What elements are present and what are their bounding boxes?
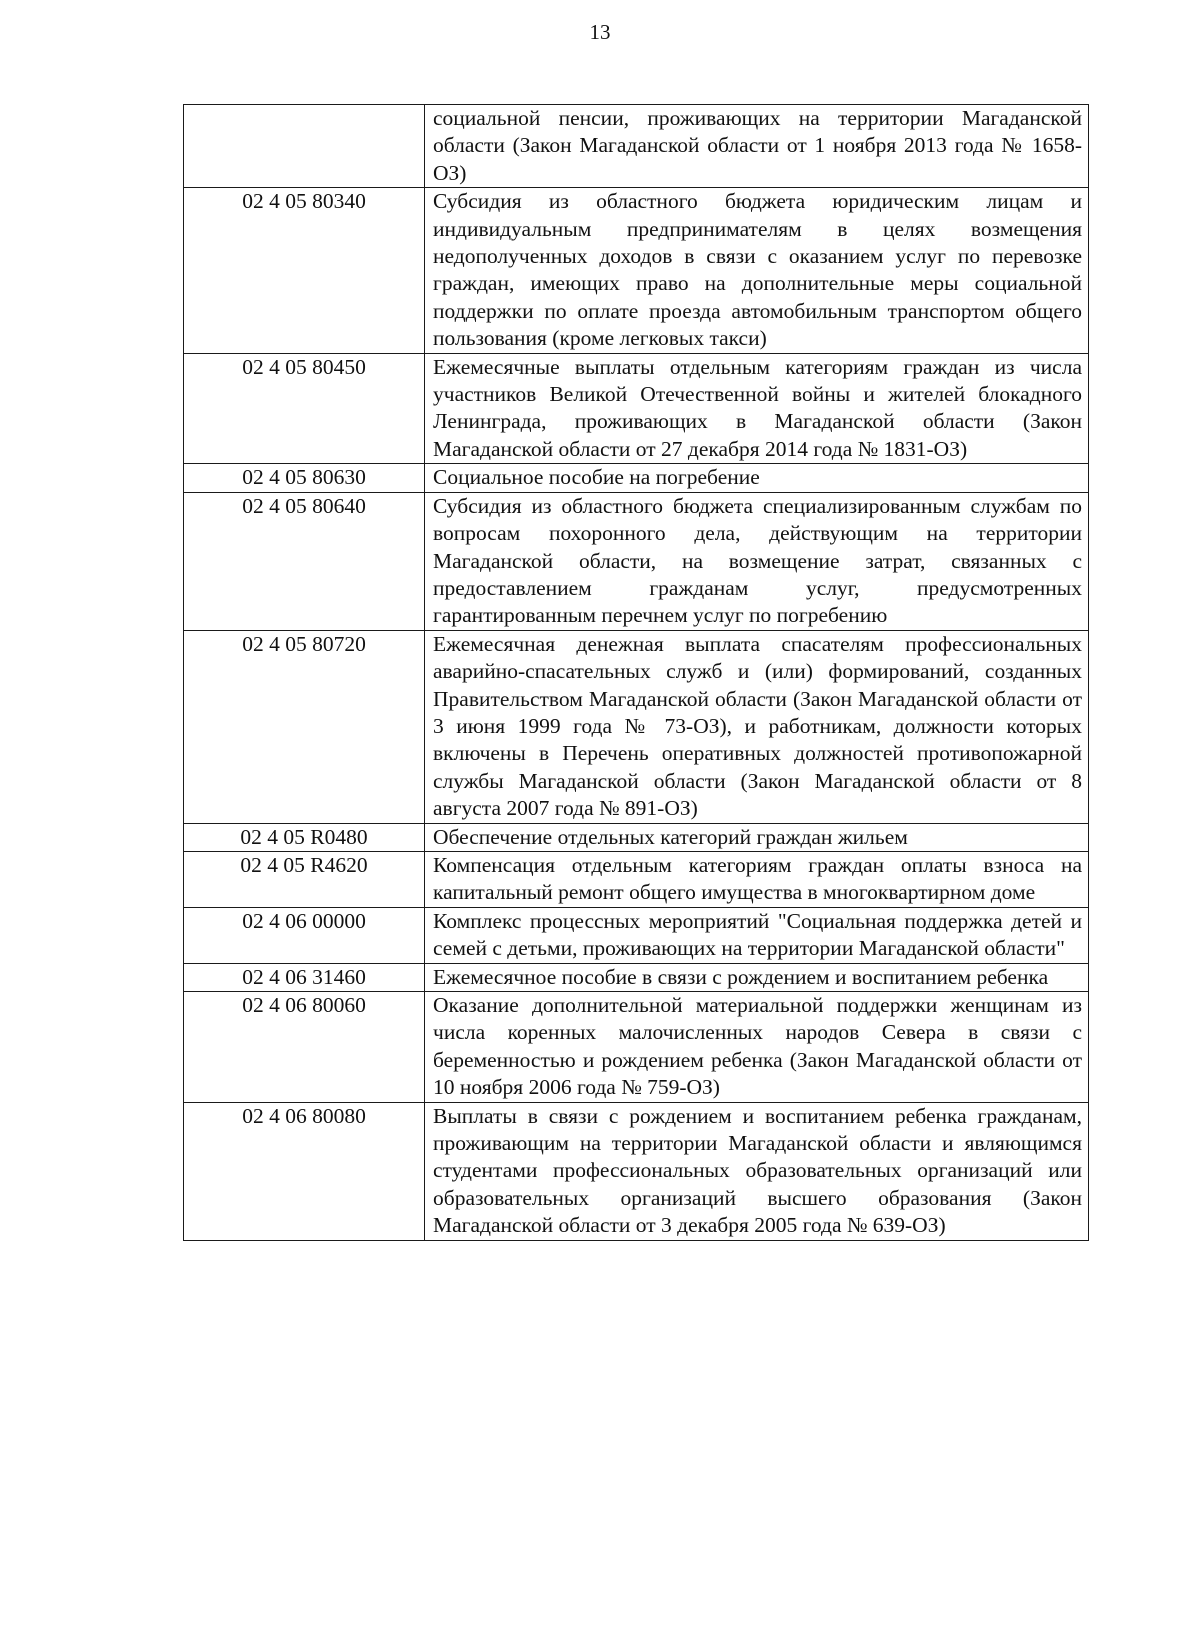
table-row	[184, 105, 1089, 188]
row-code: 02 4 05 R0480	[184, 823, 425, 851]
table-row	[184, 353, 1089, 464]
row-code: 02 4 05 80630	[184, 464, 425, 492]
table-row	[184, 823, 1089, 851]
row-code: 02 4 05 80640	[184, 492, 425, 630]
page-number: 13	[589, 20, 611, 44]
row-code: 02 4 06 80080	[184, 1102, 425, 1240]
row-description: Обеспечение отдельных категорий граждан жильем	[425, 823, 1089, 851]
table-row	[184, 188, 1089, 353]
budget-classification-table	[183, 104, 1089, 1241]
row-description: Субсидия из областного бюджета специализированным службам по вопросам похоронного дела, действующим на территории Магаданской области, на возмещение затрат, связанных с предоставлением гражданам услуг, предусмотренных гарантированным перечнем услуг по погребению	[425, 492, 1089, 630]
row-description: социальной пенсии, проживающих на территории Магаданской области (Закон Магаданской области от 1 ноября 2013 года № 1658-ОЗ)	[425, 105, 1089, 188]
table-row	[184, 630, 1089, 823]
table-row	[184, 851, 1089, 907]
row-description: Ежемесячная денежная выплата спасателям профессиональных аварийно-спасательных служб и (или) формирований, созданных Правительством Магаданской области (Закон Магаданской области от 3 июня 1999 года № 73-ОЗ), и работникам, должности которых включены в Перечень оперативных должностей противопожарной службы Магаданской области (Закон Магаданской области от 8 августа 2007 года № 891-ОЗ)	[425, 630, 1089, 823]
row-description: Социальное пособие на погребение	[425, 464, 1089, 492]
row-code: 02 4 06 80060	[184, 992, 425, 1103]
row-code: 02 4 05 80450	[184, 353, 425, 464]
row-description: Субсидия из областного бюджета юридическим лицам и индивидуальным предпринимателям в целях возмещения недополученных доходов в связи с оказанием услуг по перевозке граждан, имеющих право на дополнительные меры социальной поддержки по оплате проезда автомобильным транспортом общего пользования (кроме легковых такси)	[425, 188, 1089, 353]
row-description: Комплекс процессных мероприятий "Социальная поддержка детей и семей с детьми, проживающих на территории Магаданской области"	[425, 907, 1089, 963]
row-description: Компенсация отдельным категориям граждан оплаты взноса на капитальный ремонт общего имущества в многоквартирном доме	[425, 851, 1089, 907]
table-row	[184, 992, 1089, 1103]
row-code: 02 4 05 80720	[184, 630, 425, 823]
row-code: 02 4 06 00000	[184, 907, 425, 963]
row-code: 02 4 05 80340	[184, 188, 425, 353]
row-code: 02 4 05 R4620	[184, 851, 425, 907]
row-description: Оказание дополнительной материальной поддержки женщинам из числа коренных малочисленных народов Севера в связи с беременностью и рождением ребенка (Закон Магаданской области от 10 ноября 2006 года № 759-ОЗ)	[425, 992, 1089, 1103]
table-row	[184, 907, 1089, 963]
row-code: 02 4 06 31460	[184, 963, 425, 991]
row-description: Ежемесячное пособие в связи с рождением и воспитанием ребенка	[425, 963, 1089, 991]
row-description: Выплаты в связи с рождением и воспитанием ребенка гражданам, проживающим на территории Магаданской области и являющимся студентами профессиональных образовательных организаций или образовательных организаций высшего образования (Закон Магаданской области от 3 декабря 2005 года № 639-ОЗ)	[425, 1102, 1089, 1240]
table-row	[184, 963, 1089, 991]
table-row	[184, 464, 1089, 492]
table-body	[184, 105, 1089, 1241]
table-row	[184, 1102, 1089, 1240]
table-row	[184, 492, 1089, 630]
row-description: Ежемесячные выплаты отдельным категориям граждан из числа участников Великой Отечественной войны и жителей блокадного Ленинграда, проживающих в Магаданской области (Закон Магаданской области от 27 декабря 2014 года № 1831-ОЗ)	[425, 353, 1089, 464]
row-code	[184, 105, 425, 188]
